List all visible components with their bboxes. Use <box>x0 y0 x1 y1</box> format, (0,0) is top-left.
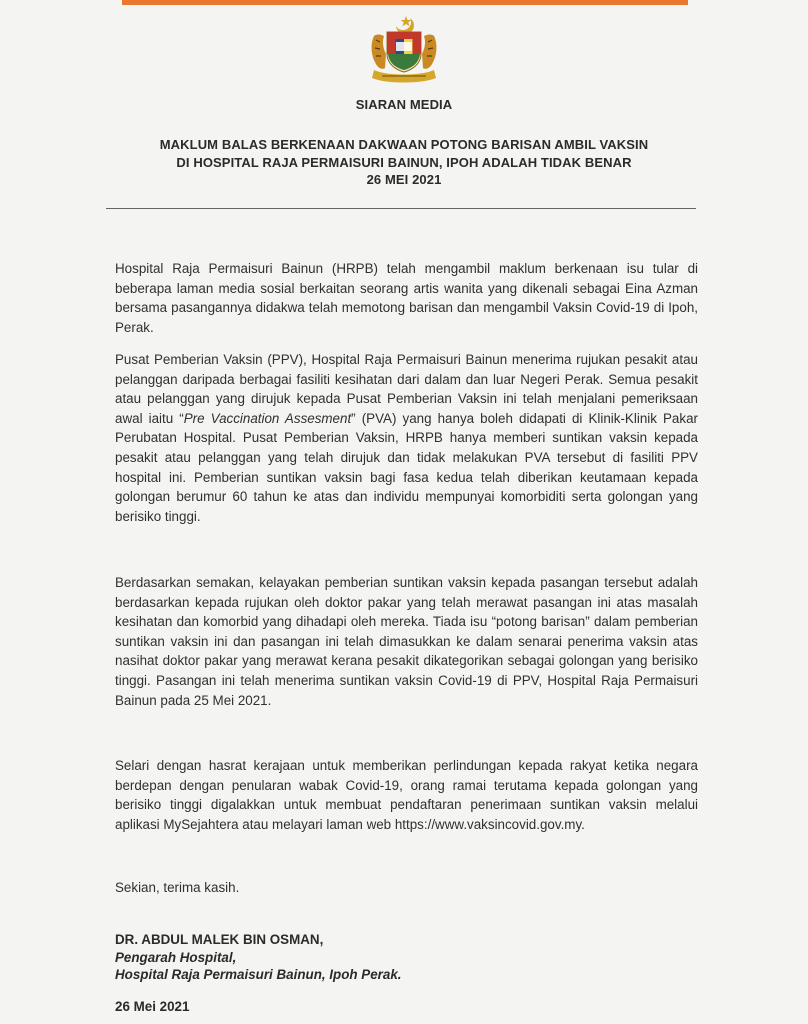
paragraph-2-part-b: ” (PVA) yang hanya boleh didapati di Klinik-Klinik Pakar Perubatan Hospital. Pusat Pemberian Vaksin, HRPB hanya memberi suntikan vaksin kepada pesakit atau pelanggan yang telah dirujuk dan tidak melakukan PVA tersebut di fasiliti PPV hospital ini. Pemberian suntikan vaksin bagi fasa kedua telah diberikan keutamaan kepada golongan berumur 60 tahun ke atas dan individu mempunyai komorbiditi serta golongan yang berisiko tinggi. <box>115 410 698 524</box>
signatory-institution: Hospital Raja Permaisuri Bainun, Ipoh Perak. <box>115 967 402 982</box>
signature-block <box>115 931 402 984</box>
header-divider <box>106 208 696 209</box>
closing-line: Sekian, terima kasih. <box>115 880 240 895</box>
headline-line-1: MAKLUM BALAS BERKENAAN DAKWAAN POTONG BARISAN AMBIL VAKSIN <box>159 137 649 152</box>
signatory-name: DR. ABDUL MALEK BIN OSMAN, <box>115 932 324 947</box>
headline <box>0 136 808 189</box>
coat-of-arms-logo <box>366 14 442 84</box>
paragraph-3: Berdasarkan semakan, kelayakan pemberian suntikan vaksin kepada pasangan tersebut adalah berdasarkan kepada rujukan oleh doktor pakar yang telah merawat pasangan ini atas masalah kesihatan dan komorbid yang dihadapi oleh mereka. Tiada isu “potong barisan” dalam pemberian suntikan vaksin ini dan pasangan ini telah dimasukkan ke dalam senarai penerima vaksin atas nasihat doktor pakar yang merawat kerana pesakit dikategorikan sebagai golongan yang berisiko tinggi. Pasangan ini telah menerima suntikan vaksin Covid-19 di PPV, Hospital Raja Permaisuri Bainun pada 25 Mei 2021. <box>115 575 698 708</box>
headline-date: 26 MEI 2021 <box>366 172 442 187</box>
paragraph-2-italic-term: Pre Vaccination Assesment <box>183 410 352 426</box>
signatory-role: Pengarah Hospital, <box>115 949 237 965</box>
release-date: 26 Mei 2021 <box>115 999 190 1014</box>
paragraph-4: Selari dengan hasrat kerajaan untuk memberikan perlindungan kepada rakyat ketika negara berdepan dengan penularan wabak Covid-19, orang ramai terutama kepada golongan yang berisiko tinggi digalakkan untuk membuat pendaftaran penerimaan suntikan vaksin melalui aplikasi MySejahtera atau melayari laman web https://www.vaksincovid.gov.my. <box>115 758 698 832</box>
paragraph-1: Hospital Raja Permaisuri Bainun (HRPB) telah mengambil maklum berkenaan isu tular di beberapa laman media sosial berkaitan seorang artis wanita yang dikenali sebagai Eina Azman bersama pasangannya didakwa telah memotong barisan dan mengambil Vaksin Covid-19 di Ipoh, Perak. <box>115 261 698 335</box>
paragraph-2-part-a: Pusat Pemberian Vaksin (PPV), Hospital Raja Permaisuri Bainun menerima rujukan pesakit atau pelanggan daripada berbagai fasiliti kesihatan dari dalam dan luar Negeri Perak. Semua pesakit atau pelanggan yang dirujuk kepada Pusat Pemberian Vaksin ini telah menjalani pemeriksaan awal iaitu “ <box>115 352 698 426</box>
paragraph-2 <box>115 350 698 526</box>
headline-line-2: DI HOSPITAL RAJA PERMAISURI BAINUN, IPOH ADALAH TIDAK BENAR <box>176 154 632 170</box>
media-release-label: SIARAN MEDIA <box>355 97 453 112</box>
top-accent-bar <box>122 0 688 5</box>
